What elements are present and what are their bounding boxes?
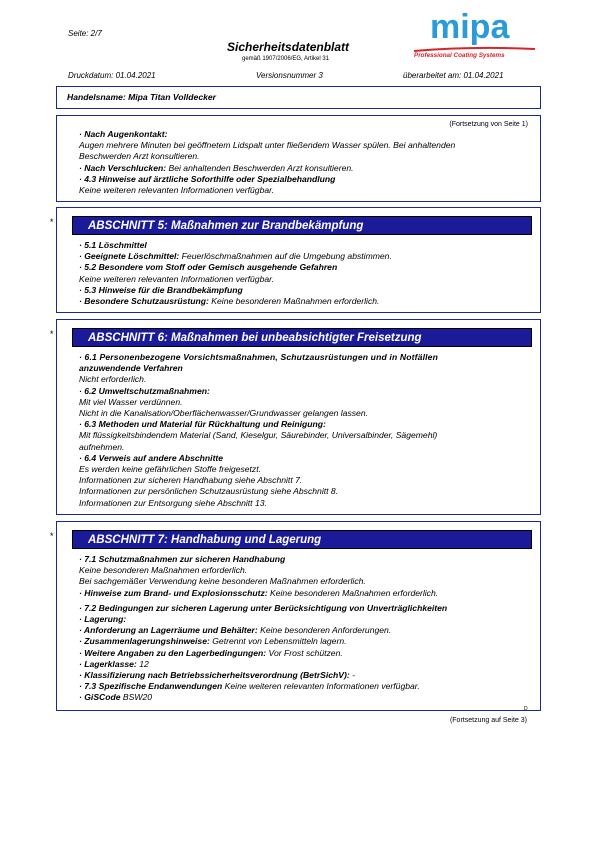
section-7-content bbox=[79, 554, 530, 704]
line-text: Mit flüssigkeitsbindendem Material (Sand, Kieselgur, Säurebinder, Universalbinder, Sägemehl) bbox=[79, 430, 438, 441]
line-text: Keine weiteren relevanten Informationen verfügbar. bbox=[222, 681, 420, 692]
content-line bbox=[79, 692, 530, 703]
content-line bbox=[79, 386, 530, 397]
line-heading: · 6.3 Methoden und Material für Rückhaltung und Reinigung: bbox=[79, 419, 326, 430]
content-line bbox=[79, 588, 530, 599]
content-line bbox=[79, 251, 530, 262]
line-heading: · Nach Verschlucken: bbox=[79, 162, 167, 173]
line-text: Getrennt von Lebensmitteln lagern. bbox=[209, 636, 347, 647]
content-line bbox=[79, 442, 530, 453]
line-heading: · 7.3 Spezifische Endanwendungen bbox=[79, 681, 223, 692]
line-heading: · Anforderung an Lagerräume und Behälter: bbox=[79, 625, 258, 636]
line-text: Informationen zur Entsorgung siehe Abschnitt 13. bbox=[79, 497, 267, 508]
change-marker-5: * bbox=[50, 217, 54, 227]
line-heading: · Lagerklasse: bbox=[79, 658, 137, 669]
line-text: 12 bbox=[136, 658, 149, 669]
line-heading: · Lagerung: bbox=[79, 614, 127, 625]
line-text: Augen mehrere Minuten bei geöffnetem Lidspalt unter fließendem Wasser spülen. Bei anhaltenden bbox=[79, 140, 456, 151]
line-heading: · 5.3 Hinweise für die Brandbekämpfung bbox=[79, 284, 243, 295]
section-7-title: ABSCHNITT 7: Handhabung und Lagerung bbox=[72, 530, 532, 549]
revised-date: überarbeitet am: 01.04.2021 bbox=[403, 71, 504, 80]
line-text: Bei sachgemäßer Verwendung keine besonderen Maßnahmen erforderlich. bbox=[79, 576, 366, 587]
line-text: Feuerlöschmaßnahmen auf die Umgebung abstimmen. bbox=[179, 251, 392, 262]
content-line bbox=[79, 240, 530, 251]
content-line bbox=[79, 670, 530, 681]
content-line bbox=[79, 274, 530, 285]
line-text: Keine weiteren relevanten Informationen verfügbar. bbox=[79, 185, 275, 196]
content-line bbox=[79, 296, 530, 307]
section-6-title: ABSCHNITT 6: Maßnahmen bei unbeabsichtigter Freisetzung bbox=[72, 328, 532, 347]
line-heading: anzuwendende Verfahren bbox=[79, 363, 183, 374]
content-line bbox=[79, 397, 530, 408]
line-heading: · 7.2 Bedingungen zur sicheren Lagerung unter Berücksichtigung von Unverträglichkeiten bbox=[79, 602, 448, 613]
content-line bbox=[79, 363, 530, 374]
content-line bbox=[79, 648, 530, 659]
content-line bbox=[79, 614, 530, 625]
line-text: Keine weiteren relevanten Informationen verfügbar. bbox=[79, 273, 275, 284]
content-line bbox=[79, 554, 530, 565]
line-text: Keine besonderen Maßnahmen erforderlich. bbox=[267, 587, 439, 598]
line-heading: · 5.1 Löschmittel bbox=[79, 240, 147, 250]
line-heading: · Besondere Schutzausrüstung: bbox=[79, 296, 209, 307]
print-date: Druckdatum: 01.04.2021 bbox=[68, 71, 156, 80]
logo-tagline: Professional Coating Systems bbox=[414, 52, 505, 59]
section-5-title: ABSCHNITT 5: Maßnahmen zur Brandbekämpfung bbox=[72, 216, 532, 235]
continued-from: (Fortsetzung von Seite 1) bbox=[449, 121, 528, 128]
section-5-content bbox=[79, 240, 530, 307]
line-text: Keine besonderen Maßnahmen erforderlich. bbox=[208, 296, 380, 307]
content-line bbox=[79, 681, 530, 692]
line-heading: · Geeignete Löschmittel: bbox=[79, 251, 180, 262]
line-text: Keine besonderen Maßnahmen erforderlich. bbox=[79, 565, 248, 576]
content-line bbox=[79, 163, 530, 174]
continued-to: (Fortsetzung auf Seite 3) bbox=[449, 717, 527, 724]
document-subtitle: gemäß 1907/2006/EG, Artikel 31 bbox=[242, 56, 330, 62]
content-line bbox=[79, 464, 530, 475]
content-line bbox=[79, 185, 530, 196]
content-line bbox=[79, 140, 530, 151]
content-line bbox=[79, 453, 530, 464]
footer-mark: D bbox=[524, 706, 528, 712]
line-heading: · Hinweise zum Brand- und Explosionsschutz: bbox=[79, 587, 268, 598]
change-marker-7: * bbox=[50, 531, 54, 541]
content-line bbox=[79, 285, 530, 296]
line-text: Vor Frost schützen. bbox=[266, 647, 343, 658]
content-line bbox=[79, 603, 530, 614]
section-7 bbox=[56, 521, 541, 711]
line-heading: · 6.1 Personenbezogene Vorsichtsmaßnahmen, Schutzausrüstungen und in Notfällen bbox=[79, 352, 439, 362]
document-title: Sicherheitsdatenblatt bbox=[227, 40, 350, 54]
content-line bbox=[79, 408, 530, 419]
content-line bbox=[79, 625, 530, 636]
line-text: aufnehmen. bbox=[79, 441, 125, 452]
change-marker-6: * bbox=[50, 329, 54, 339]
line-heading: · 4.3 Hinweise auf ärztliche Soforthilfe oder Spezialbehandlung bbox=[79, 173, 336, 184]
content-line bbox=[79, 430, 530, 441]
content-line bbox=[79, 174, 530, 185]
tradename-box bbox=[56, 86, 541, 109]
content-line bbox=[79, 659, 530, 670]
content-line bbox=[79, 636, 530, 647]
line-text: Informationen zur persönlichen Schutzausrüstung siehe Abschnitt 8. bbox=[79, 486, 339, 497]
line-heading: · 6.2 Umweltschutzmaßnahmen: bbox=[79, 385, 210, 396]
content-line bbox=[79, 486, 530, 497]
content-line bbox=[79, 352, 530, 363]
logo-wordmark: mipa bbox=[430, 8, 510, 46]
line-text: Keine besonderen Anforderungen. bbox=[257, 625, 392, 636]
tradename: Handelsname: Mipa Titan Volldecker bbox=[67, 92, 217, 102]
content-line bbox=[79, 419, 530, 430]
page-number: Seite: 2/7 bbox=[68, 29, 102, 38]
content-line bbox=[79, 498, 530, 509]
content-line bbox=[79, 374, 530, 385]
line-text: Es werden keine gefährlichen Stoffe freigesetzt. bbox=[79, 464, 262, 475]
content-line bbox=[79, 565, 530, 576]
line-heading: · 5.2 Besondere vom Stoff oder Gemisch ausgehende Gefahren bbox=[79, 262, 338, 273]
content-line bbox=[79, 262, 530, 273]
line-heading: · Zusammenlagerungshinweise: bbox=[79, 636, 210, 647]
mipa-logo bbox=[412, 8, 537, 64]
content-line bbox=[79, 129, 530, 140]
section-6-content bbox=[79, 352, 530, 509]
line-text: Mit viel Wasser verdünnen. bbox=[79, 396, 183, 407]
section-4-continuation bbox=[56, 115, 541, 202]
line-text: - bbox=[349, 670, 356, 681]
line-text: Nicht erforderlich. bbox=[79, 374, 147, 385]
line-text: Informationen zur sicheren Handhabung siehe Abschnitt 7. bbox=[79, 475, 303, 486]
version-number: Versionsnummer 3 bbox=[256, 71, 323, 80]
line-heading: · GiSCode bbox=[79, 692, 121, 703]
line-heading: · 6.4 Verweis auf andere Abschnitte bbox=[79, 452, 224, 463]
content-line bbox=[79, 475, 530, 486]
line-heading: · Klassifizierung nach Betriebssicherheitsverordnung (BetrSichV): bbox=[79, 670, 350, 681]
line-text: BSW20 bbox=[120, 692, 153, 703]
line-heading: · 7.1 Schutzmaßnahmen zur sicheren Handhabung bbox=[79, 554, 286, 564]
content-line bbox=[79, 151, 530, 162]
line-text: Nicht in die Kanalisation/Oberflächenwasser/Grundwasser gelangen lassen. bbox=[79, 408, 369, 419]
line-text: Beschwerden Arzt konsultieren. bbox=[79, 151, 200, 162]
section-4-content bbox=[79, 129, 530, 196]
section-6 bbox=[56, 319, 541, 515]
line-heading: · Weitere Angaben zu den Lagerbedingungen: bbox=[79, 647, 267, 658]
line-heading: · Nach Augenkontakt: bbox=[79, 129, 168, 139]
section-5 bbox=[56, 207, 541, 313]
line-text: Bei anhaltenden Beschwerden Arzt konsultieren. bbox=[166, 162, 354, 173]
content-line bbox=[79, 576, 530, 587]
